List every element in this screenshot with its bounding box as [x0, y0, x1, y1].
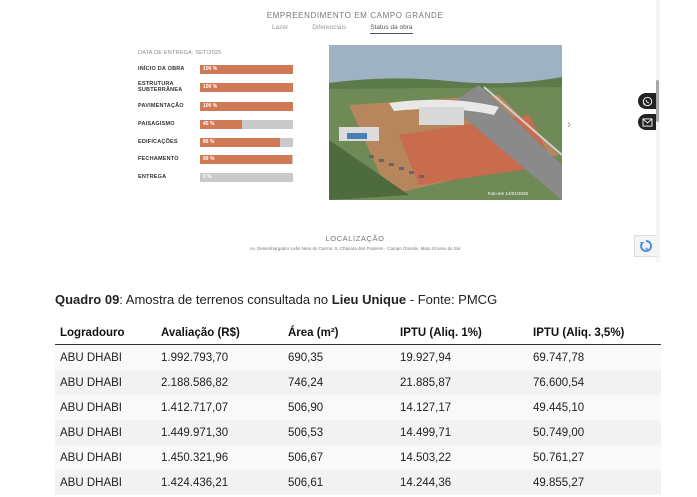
table-cell: 690,35	[283, 345, 395, 371]
table-caption	[55, 292, 497, 307]
table-cell: ABU DHABI	[55, 345, 156, 371]
table-cell: 49.445,10	[528, 395, 661, 420]
progress-row	[138, 80, 298, 94]
table-header-row	[55, 321, 661, 345]
progress-percent: 99 %	[203, 155, 215, 162]
table-cell: 506,53	[283, 420, 395, 445]
table-cell: 14.503,22	[395, 445, 528, 470]
progress-track	[200, 155, 293, 164]
tab-diferenciais[interactable]: Diferenciais	[312, 24, 347, 31]
progress-label: INÍCIO DA OBRA	[138, 66, 185, 72]
scrollbar-track[interactable]	[656, 0, 660, 262]
column-header: Área (m²)	[283, 321, 395, 345]
table-cell: ABU DHABI	[55, 395, 156, 420]
caption-source: - Fonte: PMCG	[406, 292, 498, 307]
progress-track	[200, 120, 293, 129]
table-cell: 49.855,27	[528, 470, 661, 495]
location-address: Av. Desembargador Leão Neto do Carmo, 0, Chácara dos Poderes - Campo Grande, Mato Grosso do Sul	[249, 246, 461, 251]
table-row	[55, 345, 661, 371]
progress-label: ESTRUTURA SUBTERRÂNEA	[138, 81, 183, 93]
embedded-screenshot	[0, 0, 660, 262]
table-cell: 1.424.436,21	[156, 470, 283, 495]
table-cell: 50.749,00	[528, 420, 661, 445]
progress-percent: 100 %	[203, 102, 218, 109]
column-header: IPTU (Aliq. 3,5%)	[528, 321, 661, 345]
progress-label: PAISAGISMO	[138, 121, 175, 127]
progress-row	[138, 99, 298, 113]
table-row	[55, 370, 661, 395]
caption-text: : Amostra de terrenos consultada no	[119, 292, 332, 307]
mail-icon	[642, 118, 653, 127]
section-title: EMPREENDIMENTO EM CAMPO GRANDE	[266, 11, 444, 20]
tab-bar	[272, 24, 413, 34]
progress-percent: 45 %	[203, 120, 215, 127]
data-table	[55, 321, 661, 495]
whatsapp-icon	[642, 96, 653, 107]
table-cell: 1.992.793,70	[156, 345, 283, 371]
progress-label: FECHAMENTO	[138, 156, 179, 162]
progress-label: ENTREGA	[138, 174, 167, 180]
table-cell: 746,24	[283, 370, 395, 395]
scrollbar-thumb[interactable]	[656, 80, 659, 122]
table-row	[55, 445, 661, 470]
table-cell: 14.127,17	[395, 395, 528, 420]
progress-track	[200, 65, 293, 74]
tab-lazer[interactable]: Lazer	[272, 24, 289, 31]
progress-percent: 100 %	[203, 83, 218, 90]
whatsapp-button[interactable]	[638, 93, 656, 109]
recaptcha-badge[interactable]	[634, 235, 657, 257]
column-header: IPTU (Aliq. 1%)	[395, 321, 528, 345]
recaptcha-icon	[639, 239, 653, 253]
progress-row	[138, 62, 298, 76]
email-button[interactable]	[638, 114, 656, 130]
delivery-date: DATA DE ENTREGA: SET/2025	[138, 50, 222, 56]
tab-status-da-obra[interactable]: Status da obra	[370, 24, 412, 34]
table-cell: 21.885,87	[395, 370, 528, 395]
progress-percent: 100 %	[203, 65, 218, 72]
table-cell: 50.761,27	[528, 445, 661, 470]
table-cell: 2.188.586,82	[156, 370, 283, 395]
construction-photo	[329, 45, 562, 200]
table-cell: 1.450.321,96	[156, 445, 283, 470]
column-header: Avaliação (R$)	[156, 321, 283, 345]
table-cell: ABU DHABI	[55, 420, 156, 445]
table-row	[55, 420, 661, 445]
progress-percent: 86 %	[203, 138, 215, 145]
progress-row	[138, 117, 298, 131]
progress-label: EDIFICAÇÕES	[138, 139, 178, 145]
aerial-photo-graphic	[329, 45, 562, 200]
table-row	[55, 395, 661, 420]
table-cell: 1.412.717,07	[156, 395, 283, 420]
progress-track	[200, 83, 293, 92]
table-cell: 14.499,71	[395, 420, 528, 445]
progress-row	[138, 135, 298, 149]
caption-label: Quadro 09	[55, 292, 120, 307]
table-cell: ABU DHABI	[55, 370, 156, 395]
progress-row	[138, 152, 298, 166]
progress-track	[200, 102, 293, 111]
caption-highlight: Lieu Unique	[331, 292, 407, 307]
table-cell: 506,90	[283, 395, 395, 420]
location-title: LOCALIZAÇÃO	[325, 234, 385, 243]
table-cell: 69.747,78	[528, 345, 661, 371]
table-cell: 506,61	[283, 470, 395, 495]
column-header: Logradouro	[55, 321, 156, 345]
table-cell: 14.244,36	[395, 470, 528, 495]
table-row	[55, 470, 661, 495]
progress-row	[138, 170, 298, 184]
progress-track	[200, 138, 293, 147]
table-cell: 506,67	[283, 445, 395, 470]
carousel-next-icon[interactable]: ›	[567, 117, 571, 131]
photo-caption: Foto em 14/01/2025	[487, 191, 528, 196]
table-cell: ABU DHABI	[55, 470, 156, 495]
table-cell: 19.927,94	[395, 345, 528, 371]
progress-label: PAVIMENTAÇÃO	[138, 103, 184, 109]
table-cell: 1.449.971,30	[156, 420, 283, 445]
table-cell: ABU DHABI	[55, 445, 156, 470]
table-cell: 76.600,54	[528, 370, 661, 395]
progress-percent: 0 %	[203, 173, 212, 180]
progress-track	[200, 173, 293, 182]
